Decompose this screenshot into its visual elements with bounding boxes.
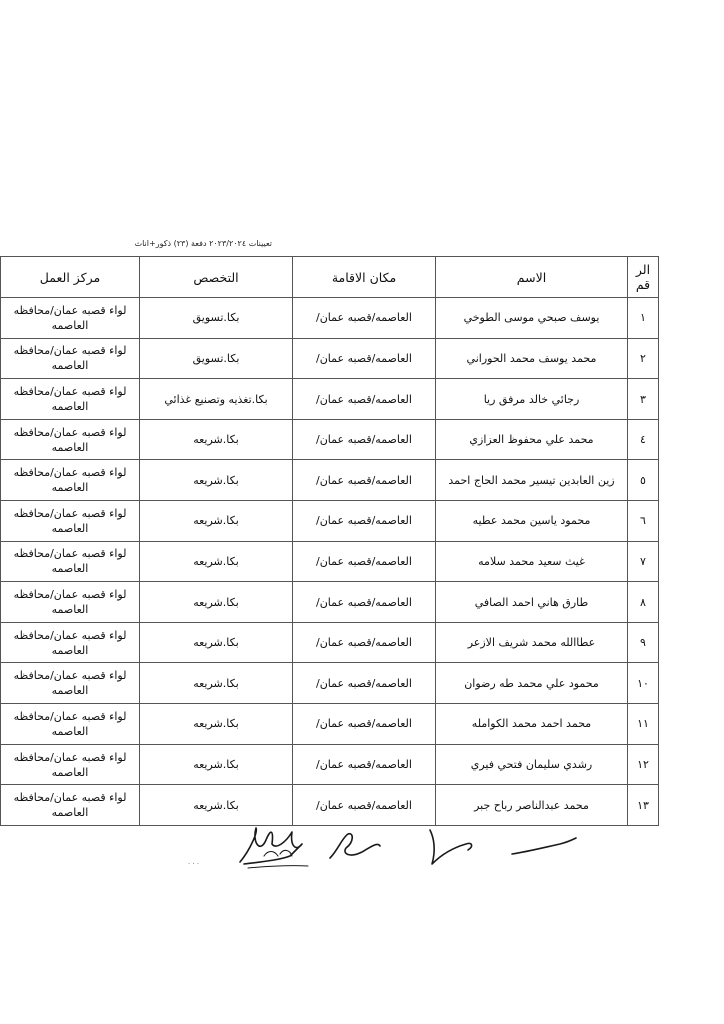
header-name: الاسم bbox=[436, 257, 628, 298]
row-number: ٢ bbox=[628, 338, 659, 379]
row-residence: العاصمه/قصبه عمان/ bbox=[293, 298, 436, 339]
row-workplace: لواء قصبه عمان/محافظه العاصمه bbox=[1, 460, 140, 501]
row-number: ٥ bbox=[628, 460, 659, 501]
table-row bbox=[1, 460, 659, 501]
row-number: ١٣ bbox=[628, 785, 659, 826]
signature-2 bbox=[330, 834, 380, 858]
row-number: ٧ bbox=[628, 541, 659, 582]
signature-4 bbox=[512, 838, 576, 854]
row-specialty: بكا.شريعه bbox=[140, 663, 293, 704]
row-name: يوسف صبحي موسى الطوخي bbox=[436, 298, 628, 339]
row-workplace: لواء قصبه عمان/محافظه العاصمه bbox=[1, 298, 140, 339]
row-number: ١ bbox=[628, 298, 659, 339]
row-name: محمد عبدالناصر رباح جبر bbox=[436, 785, 628, 826]
table-row bbox=[1, 663, 659, 704]
row-name: زين العابدين تيسير محمد الحاج احمد bbox=[436, 460, 628, 501]
signature-1 bbox=[240, 828, 302, 864]
faint-mark: . . . bbox=[188, 858, 200, 866]
row-workplace: لواء قصبه عمان/محافظه العاصمه bbox=[1, 419, 140, 460]
table-row bbox=[1, 541, 659, 582]
row-residence: العاصمه/قصبه عمان/ bbox=[293, 704, 436, 745]
row-number: ٦ bbox=[628, 501, 659, 542]
header-residence: مكان الاقامة bbox=[293, 257, 436, 298]
row-workplace: لواء قصبه عمان/محافظه العاصمه bbox=[1, 501, 140, 542]
row-number: ٣ bbox=[628, 379, 659, 420]
row-residence: العاصمه/قصبه عمان/ bbox=[293, 582, 436, 623]
appointments-table bbox=[0, 256, 659, 826]
row-name: طارق هاني احمد الصافي bbox=[436, 582, 628, 623]
row-specialty: بكا.شريعه bbox=[140, 704, 293, 745]
row-residence: العاصمه/قصبه عمان/ bbox=[293, 419, 436, 460]
row-specialty: بكا.شريعه bbox=[140, 501, 293, 542]
table-row bbox=[1, 622, 659, 663]
row-workplace: لواء قصبه عمان/محافظه العاصمه bbox=[1, 785, 140, 826]
row-residence: العاصمه/قصبه عمان/ bbox=[293, 541, 436, 582]
row-residence: العاصمه/قصبه عمان/ bbox=[293, 460, 436, 501]
table-row bbox=[1, 501, 659, 542]
row-residence: العاصمه/قصبه عمان/ bbox=[293, 663, 436, 704]
row-number: ١٠ bbox=[628, 663, 659, 704]
row-specialty: بكا.شريعه bbox=[140, 541, 293, 582]
row-workplace: لواء قصبه عمان/محافظه العاصمه bbox=[1, 541, 140, 582]
row-specialty: بكا.شريعه bbox=[140, 460, 293, 501]
table-row bbox=[1, 419, 659, 460]
signature-1-loops bbox=[264, 850, 292, 856]
row-specialty: بكا.تسويق bbox=[140, 298, 293, 339]
row-specialty: بكا.تسويق bbox=[140, 338, 293, 379]
signatures bbox=[230, 820, 590, 880]
header-specialty: التخصص bbox=[140, 257, 293, 298]
row-name: رجائي خالد مرفق ريا bbox=[436, 379, 628, 420]
row-residence: العاصمه/قصبه عمان/ bbox=[293, 501, 436, 542]
row-residence: العاصمه/قصبه عمان/ bbox=[293, 379, 436, 420]
header-number: الر قم bbox=[628, 257, 659, 298]
row-specialty: بكا.تغذيه وتصنيع غذائي bbox=[140, 379, 293, 420]
row-name: غيث سعيد محمد سلامه bbox=[436, 541, 628, 582]
table-row bbox=[1, 704, 659, 745]
row-name: محمود ياسين محمد عطيه bbox=[436, 501, 628, 542]
row-name: رشدي سليمان فتحي فيري bbox=[436, 744, 628, 785]
row-specialty: بكا.شريعه bbox=[140, 622, 293, 663]
table-row bbox=[1, 744, 659, 785]
row-workplace: لواء قصبه عمان/محافظه العاصمه bbox=[1, 744, 140, 785]
row-residence: العاصمه/قصبه عمان/ bbox=[293, 622, 436, 663]
row-specialty: بكا.شريعه bbox=[140, 744, 293, 785]
row-number: ٩ bbox=[628, 622, 659, 663]
table-row bbox=[1, 338, 659, 379]
row-name: محمد علي محفوظ العزازي bbox=[436, 419, 628, 460]
row-name: محمود علي محمد طه رضوان bbox=[436, 663, 628, 704]
row-residence: العاصمه/قصبه عمان/ bbox=[293, 338, 436, 379]
table-row bbox=[1, 582, 659, 623]
row-workplace: لواء قصبه عمان/محافظه العاصمه bbox=[1, 582, 140, 623]
row-specialty: بكا.شريعه bbox=[140, 419, 293, 460]
row-name: محمد احمد محمد الكوامله bbox=[436, 704, 628, 745]
row-workplace: لواء قصبه عمان/محافظه العاصمه bbox=[1, 663, 140, 704]
row-workplace: لواء قصبه عمان/محافظه العاصمه bbox=[1, 338, 140, 379]
row-residence: العاصمه/قصبه عمان/ bbox=[293, 785, 436, 826]
header-workplace: مركز العمل bbox=[1, 257, 140, 298]
row-workplace: لواء قصبه عمان/محافظه العاصمه bbox=[1, 704, 140, 745]
row-residence: العاصمه/قصبه عمان/ bbox=[293, 744, 436, 785]
signature-3 bbox=[430, 830, 472, 864]
row-workplace: لواء قصبه عمان/محافظه العاصمه bbox=[1, 379, 140, 420]
row-number: ١١ bbox=[628, 704, 659, 745]
row-number: ١٢ bbox=[628, 744, 659, 785]
row-specialty: بكا.شريعه bbox=[140, 785, 293, 826]
document-caption: تعيينات ٢٠٢٣/٢٠٢٤ دفعة (٢٣) ذكور+اناث bbox=[134, 239, 272, 248]
row-number: ٨ bbox=[628, 582, 659, 623]
signature-1-underline bbox=[248, 866, 308, 868]
table-row bbox=[1, 298, 659, 339]
row-specialty: بكا.شريعه bbox=[140, 582, 293, 623]
row-name: عطاالله محمد شريف الازعر bbox=[436, 622, 628, 663]
row-number: ٤ bbox=[628, 419, 659, 460]
table-header-row bbox=[1, 257, 659, 298]
table-row bbox=[1, 379, 659, 420]
row-workplace: لواء قصبه عمان/محافظه العاصمه bbox=[1, 622, 140, 663]
row-name: محمد يوسف محمد الحوراني bbox=[436, 338, 628, 379]
